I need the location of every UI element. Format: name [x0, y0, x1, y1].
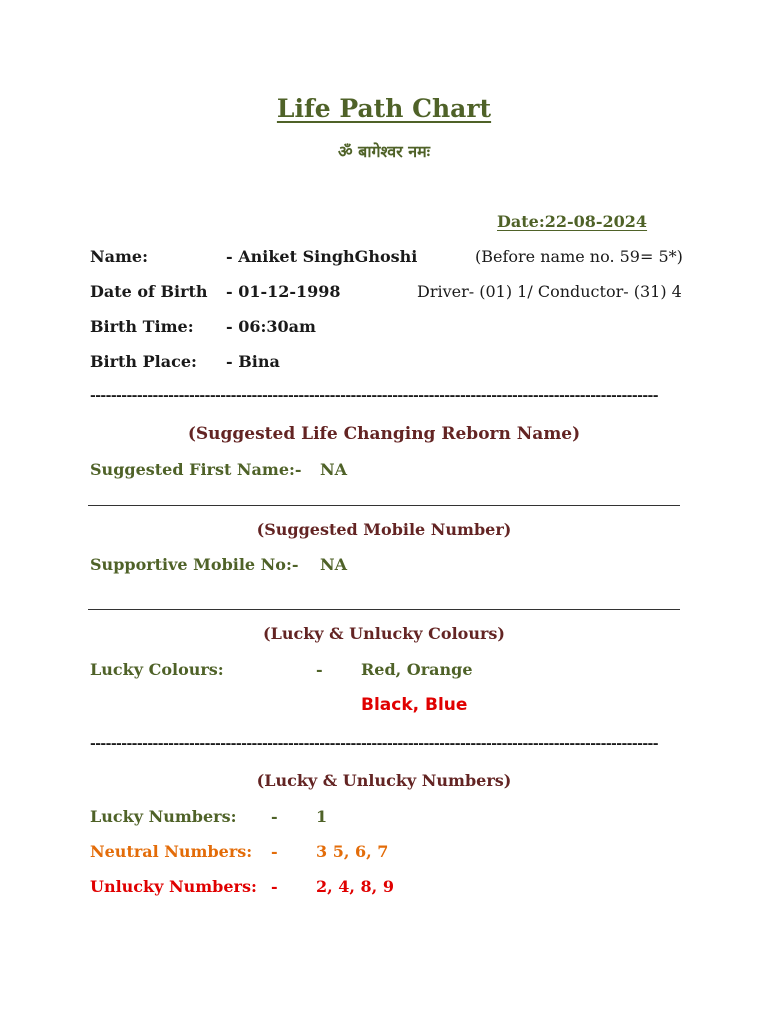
unlucky-numbers-dash: -	[271, 877, 278, 896]
mobile-number-label: Supportive Mobile No:-	[90, 555, 299, 574]
divider-line	[88, 609, 680, 610]
lucky-colours-dash: -	[316, 660, 323, 679]
unlucky-numbers-value: 2, 4, 8, 9	[316, 877, 394, 896]
name-number-note: (Before name no. 59= 5*)	[475, 247, 683, 266]
page-title: Life Path Chart	[276, 94, 492, 123]
birth-time-value: - 06:30am	[226, 317, 316, 336]
dashed-separator: -------------------------------------------------------------------------------------------------------------	[90, 736, 658, 752]
chart-date: Date:22-08-2024	[497, 212, 648, 231]
colours-heading: (Lucky & Unlucky Colours)	[263, 624, 505, 643]
lucky-numbers-value: 1	[316, 807, 328, 826]
mantra-text: ॐ बागेश्वर नमः	[338, 142, 430, 161]
reborn-name-heading: (Suggested Life Changing Reborn Name)	[187, 424, 581, 444]
suggested-first-name-value: NA	[320, 460, 348, 479]
mobile-number-heading: (Suggested Mobile Number)	[256, 520, 512, 539]
driver-conductor-note: Driver- (01) 1/ Conductor- (31) 4	[417, 282, 682, 301]
dob-label: Date of Birth	[90, 282, 208, 301]
lucky-colours-value: Red, Orange	[361, 660, 473, 679]
divider-line	[88, 505, 680, 506]
birth-place-label: Birth Place:	[90, 352, 197, 371]
numbers-heading: (Lucky & Unlucky Numbers)	[256, 771, 512, 790]
birth-time-label: Birth Time:	[90, 317, 194, 336]
dob-value: - 01-12-1998	[226, 282, 341, 301]
name-value: - Aniket SinghGhoshi	[226, 247, 418, 266]
unlucky-colours-value: Black, Blue	[361, 695, 468, 715]
birth-place-value: - Bina	[226, 352, 280, 371]
lucky-colours-label: Lucky Colours:	[90, 660, 224, 679]
dashed-separator: -------------------------------------------------------------------------------------------------------------	[90, 388, 658, 404]
lucky-numbers-dash: -	[271, 807, 278, 826]
lucky-numbers-label: Lucky Numbers:	[90, 807, 237, 826]
neutral-numbers-dash: -	[271, 842, 278, 861]
neutral-numbers-value: 3 5, 6, 7	[316, 842, 389, 861]
mobile-number-value: NA	[320, 555, 348, 574]
neutral-numbers-label: Neutral Numbers:	[90, 842, 253, 861]
suggested-first-name-label: Suggested First Name:-	[90, 460, 302, 479]
unlucky-numbers-label: Unlucky Numbers:	[90, 877, 257, 896]
name-label: Name:	[90, 247, 149, 266]
